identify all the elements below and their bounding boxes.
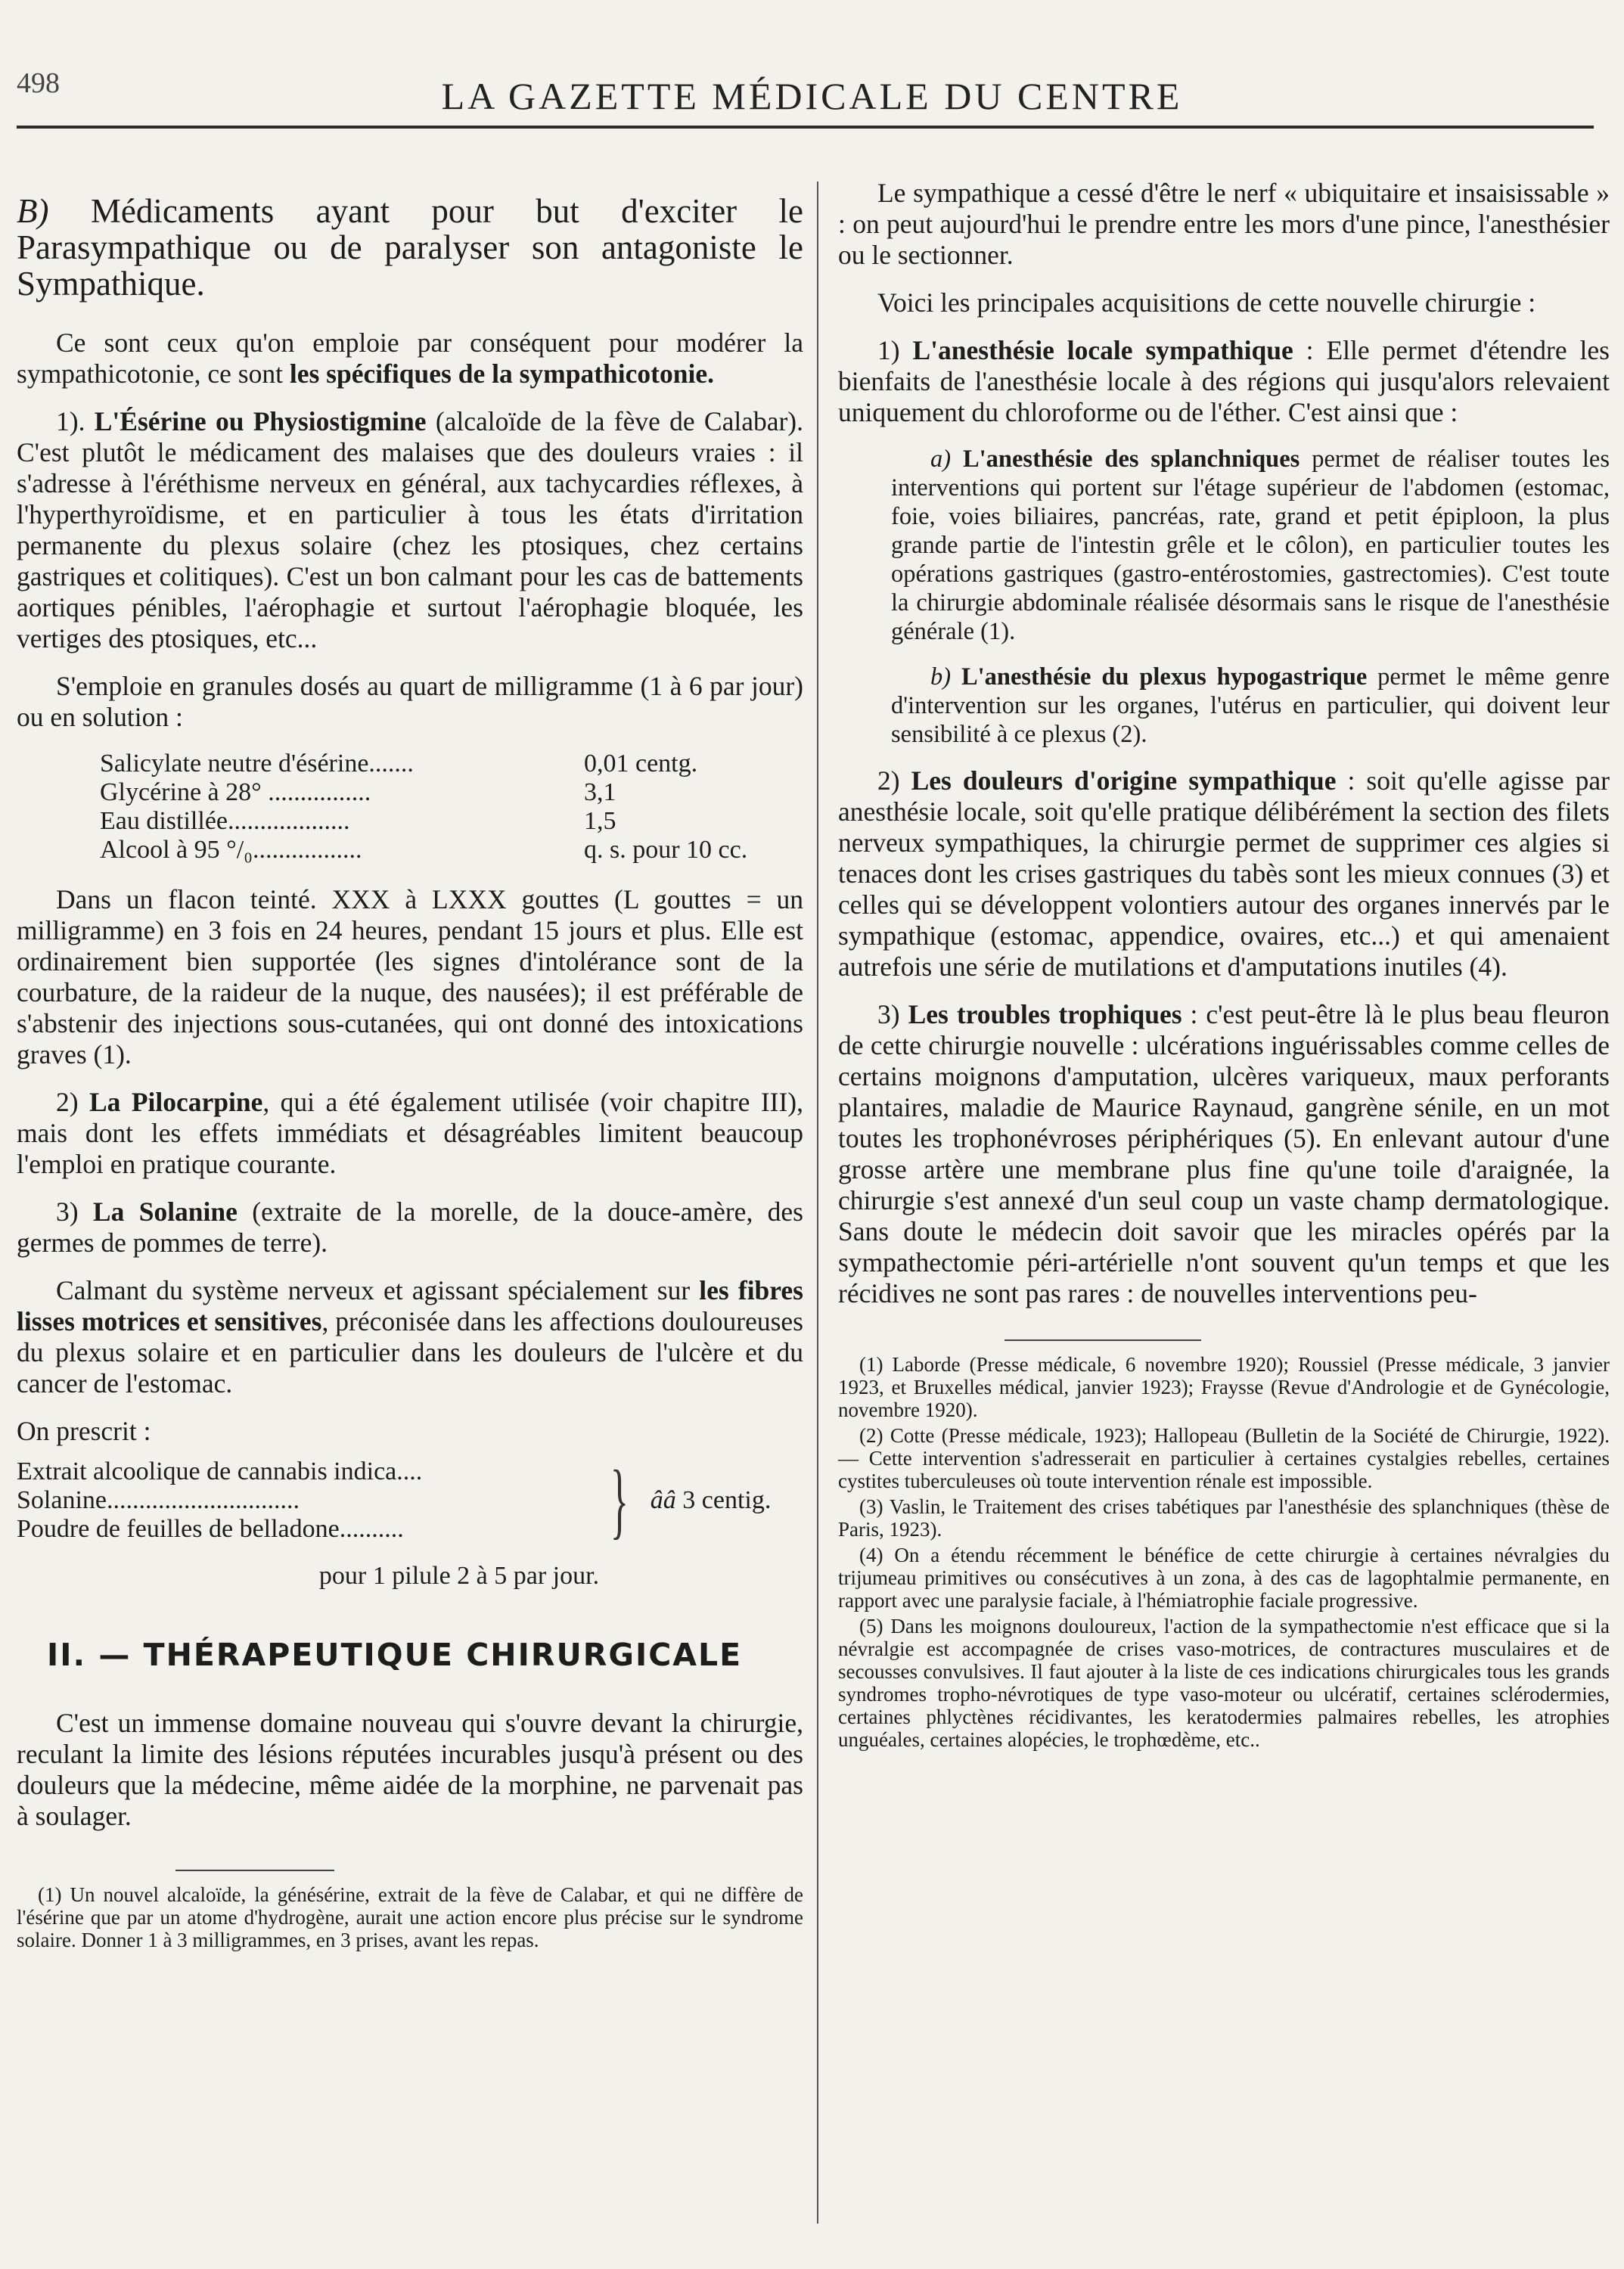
p4-num: 2) [877, 765, 911, 796]
formula-qty: 3,1 [584, 778, 616, 806]
p4-title: Les douleurs d'origine sympathique [911, 765, 1337, 796]
p5-title: Les troubles trophiques [908, 999, 1182, 1029]
anesthesie-locale-paragraph [838, 335, 1610, 428]
eserine-title: L'Ésérine ou Physiostigmine [94, 406, 427, 436]
intro-paragraph [17, 327, 803, 390]
acquisitions-paragraph: Voici les principales acquisitions de cette nouvelle chirurgie : [877, 287, 1536, 318]
page-number: 498 [17, 67, 60, 99]
formula-qty: q. s. pour 10 cc. [584, 836, 748, 864]
calmant-end: , préconisée dans les affections douloureuses du plexus solaire et en particulier dans les douleurs de l'ulcère et du cancer de l'estomac. [17, 1306, 803, 1398]
solanine-recipe [17, 1454, 803, 1547]
intro-start: Ce sont ceux qu'on emploie par conséquent pour modérer la sympathicotonie, ce sont [17, 327, 803, 389]
formula-qty: 1,5 [584, 807, 616, 835]
formula-row [100, 836, 765, 864]
page-header [0, 0, 1624, 132]
sympathique-paragraph: Le sympathique a cessé d'être le nerf « ubiquitaire et insaisissable » : on peut aujourd'hui le prendre entre les mors d'une pince, l'anesthésier ou le sectionner. [838, 178, 1610, 270]
sola-text: (extraite de la morelle, de la douce-amère, des germes de pommes de terre). [17, 1197, 803, 1258]
heading-text: Médicaments ayant pour but d'exciter le Parasympathique ou de paralyser son antagoniste le Sympathique. [17, 192, 803, 303]
right-column [838, 178, 1610, 1754]
p5-text: : c'est peut-être là le plus beau fleuron de cette chirurgie nouvelle : ulcérations inguérissables comme celles de certains moignons d'amputation, ulcères variqueux, maux perforants plantaires, maladie de Maurice Raynaud, gangrène sénile, en un mot toutes les trophonévroses périphériques (5). En enlevant autour d'une grosse artère une membrane plus fine qu'une toile d'araignée, la chirurgie s'est annexé d'un seul coup un vaste champ dermatologique. Sans doute le médecin doit savoir que les miracles opérés par la sympathectomie péri-artérielle n'ont souvent qu'un temps et que les récidives ne sont pas rares : de nouvelles interventions peu- [838, 999, 1610, 1308]
pilo-title: La Pilocarpine [89, 1087, 263, 1117]
a-letter: a) [930, 445, 963, 473]
granules-paragraph: S'emploie en granules dosés au quart de milligramme (1 à 6 par jour) ou en solution : [17, 671, 803, 732]
column-divider [817, 182, 818, 2224]
solanine-paragraph [17, 1197, 803, 1259]
footnote-right: (5) Dans les moignons douloureux, l'action de la sympathectomie n'est efficace que si la névralgie est accompagnée de crises vaso-motrices, de contractures musculaires et de secousses convulsives. Il faut ajouter à la liste de ces indications chirurgicales tous les grands syndromes tropho-névrotiques de type vaso-moteur ou ulcératif, certaines sclérodermies, certaines phlyctènes récidivantes, les keratodermies palmaires rebelles, les atrophies unguéales, certaines alopécies, le trophœdème, etc.. [838, 1615, 1610, 1751]
formula-name: Salicylate neutre d'ésérine....... [100, 750, 414, 778]
formula-row [100, 807, 765, 836]
p3-title: L'anesthésie locale sympathique [912, 335, 1293, 365]
recipe-brace: } [610, 1454, 629, 1547]
p3-text: : Elle permet d'étendre les bienfaits de l'anesthésie locale à des régions qui jusqu'alors relevaient uniquement du chloroforme ou de l'éther. C'est ainsi que : [838, 335, 1610, 427]
sola-title: La Solanine [92, 1197, 238, 1227]
troubles-paragraph [838, 999, 1610, 1309]
b-letter: b) [930, 663, 961, 691]
heading-marker: B) [17, 192, 49, 230]
recipe-dose-mark: ââ [650, 1486, 676, 1514]
header-rule [17, 126, 1594, 129]
b-title: L'anesthésie du plexus hypogastrique [961, 663, 1368, 691]
formula-name: Eau distillée................... [100, 807, 350, 835]
calmant-paragraph [17, 1275, 803, 1399]
formula-name: Alcool à 95 °/₀................. [100, 836, 362, 864]
recipe-item: Poudre de feuilles de belladone.......... [17, 1515, 404, 1543]
pill-note: pour 1 pilule 2 à 5 par jour. [318, 1562, 600, 1590]
eserine-text: (alcaloïde de la fève de Calabar). C'est plutôt le médicament des malaises que des douleurs vraies : il s'adresse à l'éréthisme nerveux en général, aux tachycardies réflexes, à l'hyperthyroïdisme, et en particulier à tous les états d'irritation permanente du plexus solaire (chez les ptosiques, chez certains gastriques et colitiques). C'est un bon calmant pour les cas de battements aortiques pénibles, l'aérophagie et surtout l'aérophagie bloquée, les vertiges des ptosiques, etc... [17, 406, 803, 653]
a-title: L'anesthésie des splanchniques [962, 445, 1300, 473]
splanchniques-paragraph [838, 445, 1610, 646]
p3-num: 1) [877, 335, 913, 365]
formula-name: Glycérine à 28° ................ [100, 778, 371, 806]
formula-row [100, 750, 765, 778]
footnote-right: (1) Laborde (Presse médicale, 6 novembre 1920); Roussiel (Presse médicale, 3 janvier 1923, et Bruxelles médical, janvier 1923); Fraysse (Revue d'Andrologie et de Gynécologie, novembre 1920). [838, 1353, 1610, 1421]
recipe-dose [651, 1486, 772, 1515]
eserine-paragraph [17, 406, 803, 654]
eserine-num: 1). [56, 406, 95, 436]
footnote-left: (1) Un nouvel alcaloïde, la génésérine, extrait de la fève de Calabar, et qui ne diffère de l'ésérine que par un atome d'hydrogène, aurait une action encore plus précise sur le syndrome solaire. Donner 1 à 3 milligrammes, en 3 prises, avant les repas. [17, 1883, 803, 1951]
recipe-item: Extrait alcoolique de cannabis indica.... [17, 1457, 423, 1485]
section-heading-b [17, 193, 803, 302]
formula-qty: 0,01 centg. [584, 750, 698, 778]
eserine-formula [100, 750, 803, 864]
intro-bold: les spécifiques de la sympathicotonie. [289, 359, 714, 389]
pilo-num: 2) [56, 1087, 89, 1117]
recipe-items [17, 1457, 599, 1544]
recipe-dose-value: 3 centig. [675, 1486, 772, 1514]
therapy-paragraph: C'est un immense domaine nouveau qui s'ouvre devant la chirurgie, reculant la limite des lésions réputées incurables jusqu'à présent ou des douleurs que la médecine, même aidée de la morphine, ne parvenait pas à soulager. [17, 1708, 803, 1831]
journal-title: LA GAZETTE MÉDICALE DU CENTRE [441, 75, 1183, 117]
therapy-heading: II. — THÉRAPEUTIQUE CHIRURGICALE [47, 1637, 743, 1673]
a-text: permet de réaliser toutes les interventions qui portent sur l'étage supérieur de l'abdomen (estomac, foie, voies biliaires, pancréas, rate, grand et petit épiploon, la plus grande partie de l'intestin grêle et le côlon), en particulier toutes les opérations gastriques (gastro-entérostomies, gastrectomies). C'est toute la chirurgie abdominale réalisée désormais sans le risque de l'anesthésie générale (1). [891, 445, 1610, 645]
p4-text: : soit qu'elle agisse par anesthésie locale, soit qu'elle pratique délibérément la section des filets nerveux sympathiques, la chirurgie permet de supprimer ces algies si tenaces dont les crises gastriques du tabès sont les mieux connues (3) et celles qui se développent volontiers autour des organes innervés par le sympathique (estomac, appendice, ovaires, etc...) et qui amenaient autrefois une série de mutilations et d'amputations inutiles (4). [838, 765, 1610, 982]
prescrit-line: On prescrit : [17, 1416, 151, 1446]
hypogastrique-paragraph [838, 663, 1610, 749]
pilocarpine-paragraph [17, 1087, 803, 1180]
p5-num: 3) [877, 999, 908, 1029]
calmant-start: Calmant du système nerveux et agissant spécialement sur [56, 1275, 700, 1305]
footnote-right: (4) On a étendu récemment le bénéfice de cette chirurgie à certaines névralgies du trijumeau primitives ou consécutives à un zona, à des cas de lagophtalmie permanente, en rapport avec une paralysie faciale, à l'hémiatrophie faciale progressive. [838, 1544, 1610, 1612]
pilo-text: , qui a été également utilisée (voir chapitre III), mais dont les effets immédiats et désagréables limitent beaucoup l'emploi en pratique courante. [17, 1087, 803, 1179]
calmant-bold: les fibres lisses motrices et sensitives [17, 1275, 803, 1336]
douleurs-paragraph [838, 765, 1610, 982]
formula-row [100, 778, 765, 807]
footnote-right: (2) Cotte (Presse médicale, 1923); Hallopeau (Bulletin de la Société de Chirurgie, 1922). — Cette intervention s'adresserait en particulier à certaines cystalgies rebelles, certaines cystites tuberculeuses où toute intervention rénale est impossible. [838, 1424, 1610, 1492]
footnote-rule [1005, 1339, 1201, 1341]
left-column [17, 178, 803, 1954]
footnote-right: (3) Vaslin, le Traitement des crises tabétiques par l'anesthésie des splanchniques (thèse de Paris, 1923). [838, 1495, 1610, 1541]
b-text: permet le même genre d'intervention sur les organes, l'utérus en particulier, qui doivent leur sensibilité à ce plexus (2). [891, 663, 1610, 748]
footnote-rule [175, 1870, 334, 1871]
sola-num: 3) [56, 1197, 93, 1227]
recipe-item: Solanine.............................. [17, 1486, 300, 1514]
dosage-paragraph: Dans un flacon teinté. XXX à LXXX gouttes (L gouttes = un milligramme) en 3 fois en 24 heures, pendant 15 jours et plus. Elle est ordinairement bien supportée (les signes d'intolérance sont de la courbature, de la raideur de la nuque, des nausées); il est préférable de s'abstenir des injections sous-cutanées, qui ont donné des intoxications graves (1). [17, 884, 803, 1069]
